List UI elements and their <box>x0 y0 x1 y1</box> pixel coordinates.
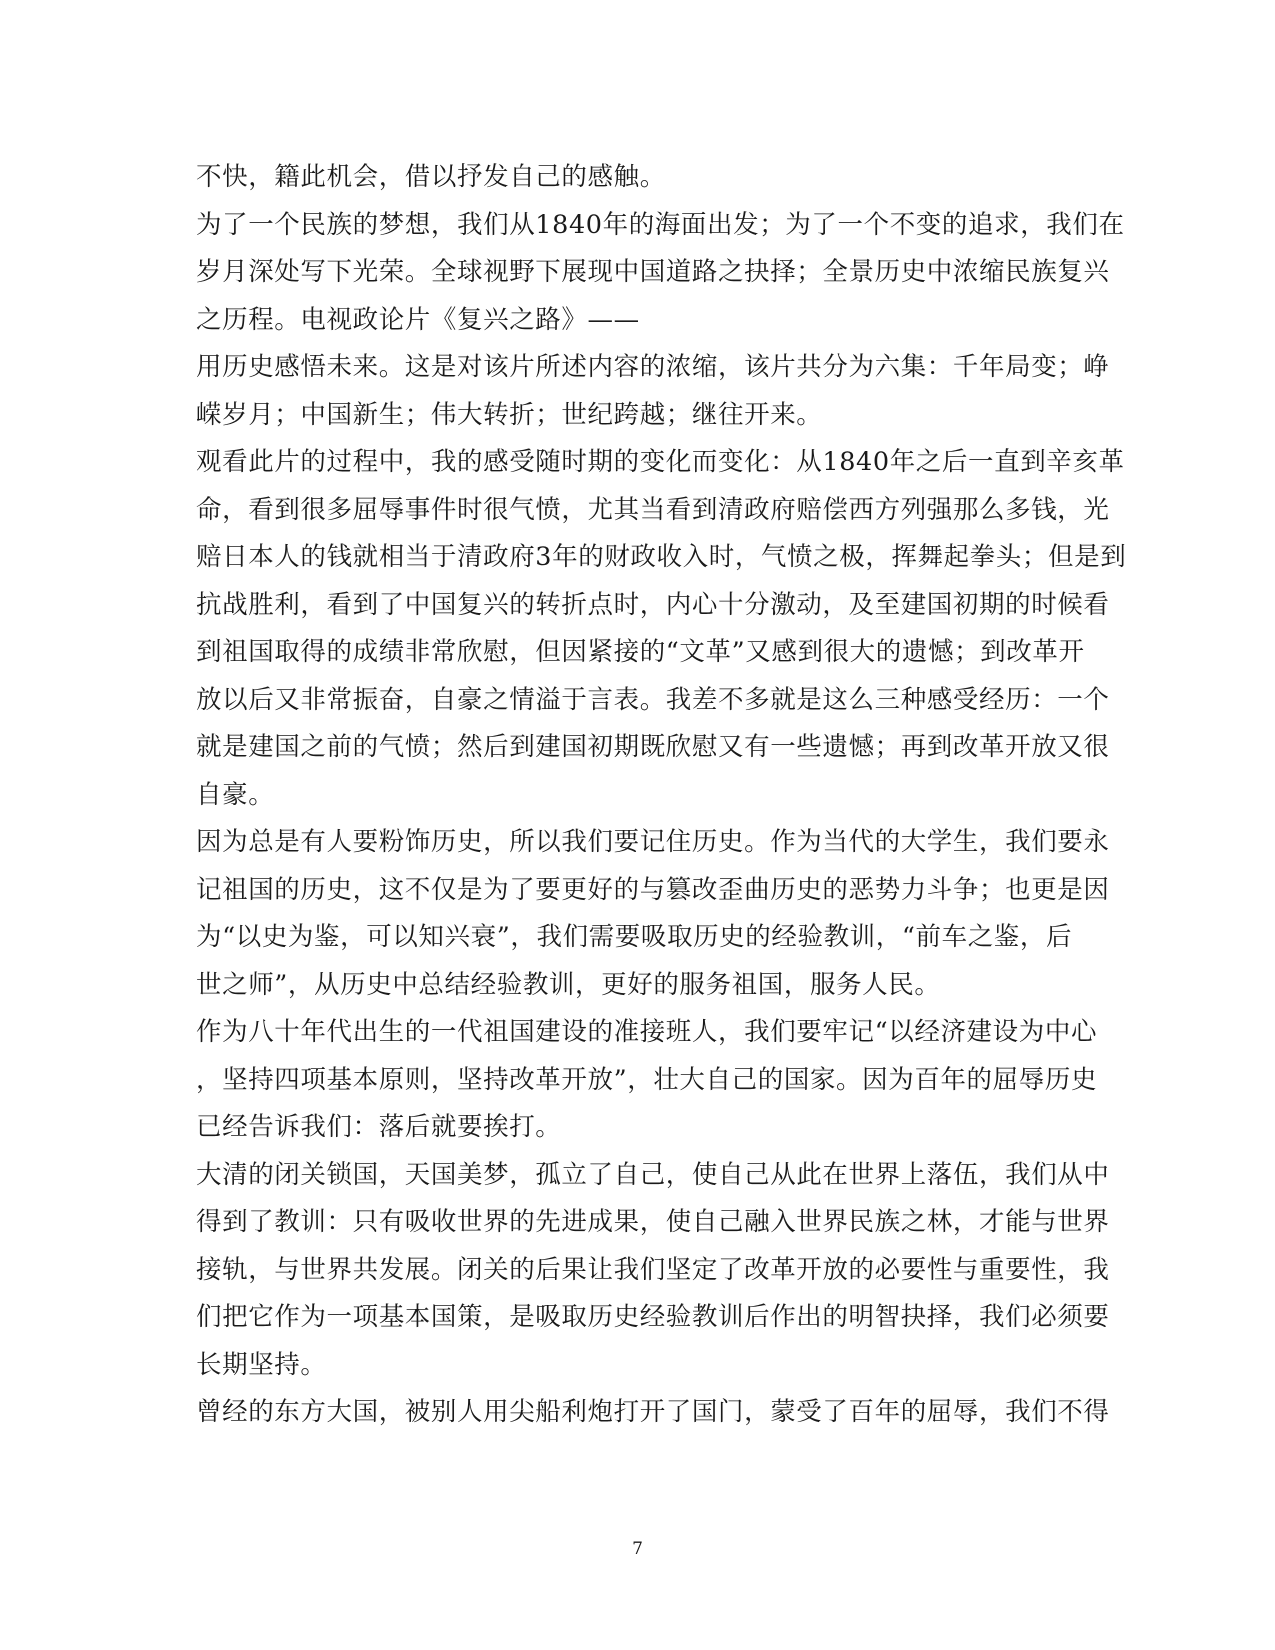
text-line: 因为总是有人要粉饰历史，所以我们要记住历史。作为当代的大学生，我们要永 <box>196 827 1110 857</box>
text-line: 长期坚持。 <box>196 1349 327 1380</box>
text-line: 作为八十年代出生的一代祖国建设的准接班人，我们要牢记“以经济建设为中心 <box>196 1017 1098 1047</box>
text-line: 赔日本人的钱就相当于清政府3年的财政收入时，气愤之极，挥舞起拳头；但是到 <box>196 542 1127 572</box>
text-line: 已经告诉我们：落后就要挨打。 <box>196 1112 562 1142</box>
text-line: 为了一个民族的梦想，我们从1840年的海面出发；为了一个不变的追求，我们在 <box>196 209 1125 240</box>
text-line: 到祖国取得的成绩非常欣慰，但因紧接的“文革”又感到很大的遗憾；到改革开 <box>196 637 1085 667</box>
text-line: 岁月深处写下光荣。全球视野下展现中国道路之抉择；全景历史中浓缩民族复兴 <box>196 257 1110 287</box>
text-line: 嵘岁月；中国新生；伟大转折；世纪跨越；继往开来。 <box>196 399 823 430</box>
text-line: 为“以史为鉴，可以知兴衰”，我们需要吸取历史的经验教训，“前车之鉴，后 <box>196 922 1073 952</box>
text-line: 不快，籍此机会，借以抒发自己的感触。 <box>196 162 666 192</box>
text-line: 大清的闭关锁国，天国美梦，孤立了自己，使自己从此在世界上落伍，我们从中 <box>196 1159 1110 1190</box>
text-line: 世之师”，从历史中总结经验教训，更好的服务祖国，服务人民。 <box>196 969 941 1000</box>
text-line: 自豪。 <box>196 779 275 810</box>
text-line: 接轨，与世界共发展。闭关的后果让我们坚定了改革开放的必要性与重要性，我 <box>196 1254 1110 1285</box>
text-line: ，坚持四项基本原则，坚持改革开放”，壮大自己的国家。因为百年的屈辱历史 <box>196 1064 1098 1095</box>
text-line: 得到了教训：只有吸收世界的先进成果，使自己融入世界民族之林，才能与世界 <box>196 1207 1110 1237</box>
text-line: 们把它作为一项基本国策，是吸取历史经验教训后作出的明智抉择，我们必须要 <box>196 1302 1110 1332</box>
text-line: 抗战胜利，看到了中国复兴的转折点时，内心十分激动，及至建国初期的时候看 <box>196 589 1110 620</box>
text-line: 之历程。电视政论片《复兴之路》—— <box>196 304 640 335</box>
page-body <box>196 154 1127 1437</box>
text-line: 命，看到很多屈辱事件时很气愤，尤其当看到清政府赔偿西方列强那么多钱，光 <box>196 494 1110 525</box>
text-line: 观看此片的过程中，我的感受随时期的变化而变化：从1840年之后一直到辛亥革 <box>196 447 1125 477</box>
text-line: 记祖国的历史，这不仅是为了要更好的与篡改歪曲历史的恶势力斗争；也更是因 <box>196 874 1110 905</box>
text-line: 曾经的东方大国，被别人用尖船利炮打开了国门，蒙受了百年的屈辱，我们不得 <box>196 1397 1110 1427</box>
text-line: 就是建国之前的气愤；然后到建国初期既欣慰又有一些遗憾；再到改革开放又很 <box>196 732 1110 762</box>
page-number: 7 <box>632 1539 643 1559</box>
text-line: 放以后又非常振奋，自豪之情溢于言表。我差不多就是这么三种感受经历：一个 <box>196 684 1110 715</box>
text-line: 用历史感悟未来。这是对该片所述内容的浓缩，该片共分为六集：千年局变；峥 <box>196 352 1110 382</box>
